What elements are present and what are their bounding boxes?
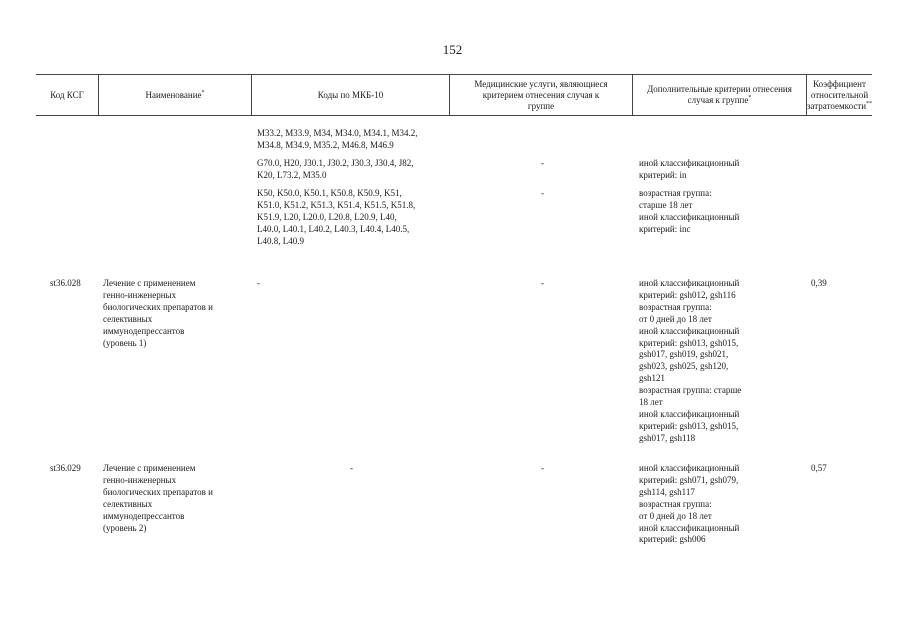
ksg-name-cell: Лечение с применением генно-инженерных биологических препаратов и селективных иммунодепрессантов (уровень 1) [103, 278, 213, 348]
header-mkb [251, 75, 449, 115]
footnote-mark: ** [866, 100, 873, 107]
mkb-codes-cell: G70.0, H20, J30.1, J30.2, J30.3, J30.4, J82, K20, L73.2, M35.0 [257, 158, 414, 180]
header-criteria [632, 75, 806, 115]
criteria-cell: иной классификационный критерий: gsh012, gsh116 возрастная группа: от 0 дней до 18 лет иной классификационный критерий: gsh013, gsh015, gsh017, gsh019, gsh021, gsh023, gsh025, gsh120, gsh121 возрастная группа: старше 18 лет иной классификационный критерий: gsh013, gsh015, gsh017, gsh118 [639, 278, 742, 443]
mkb-codes-cell: - [257, 278, 260, 288]
ksg-code-cell: st36.028 [50, 278, 81, 288]
header-name-label: Наименование* [145, 89, 205, 100]
services-cell: - [541, 278, 544, 288]
ksg-name-cell: Лечение с применением генно-инженерных биологических препаратов и селективных иммунодепрессантов (уровень 2) [103, 463, 213, 533]
footnote-mark: * [201, 89, 205, 96]
header-code [36, 75, 98, 115]
coefficient-cell: 0,57 [811, 463, 827, 473]
services-cell: - [541, 158, 544, 168]
coefficient-cell: 0,39 [811, 278, 827, 288]
header-mkb-label: Коды по МКБ-10 [317, 89, 384, 100]
mkb-codes-cell: M33.2, M33.9, M34, M34.0, M34.1, M34.2, M34.8, M34.9, M35.2, M46.8, M46.9 [257, 128, 418, 150]
table-header [36, 74, 872, 116]
criteria-cell: иной классификационный критерий: gsh071, gsh079, gsh114, gsh117 возрастная группа: от 0 дней до 18 лет иной классификационный критерий: gsh006 [639, 463, 740, 545]
services-cell: - [541, 463, 544, 473]
mkb-codes-cell: - [350, 463, 353, 473]
footnote-mark: * [748, 95, 752, 101]
criteria-cell: возрастная группа: старше 18 лет иной классификационный критерий: inc [639, 188, 740, 234]
header-coef-label: Коэффициент относительной затратоемкости** [806, 78, 873, 111]
services-cell: - [541, 188, 544, 198]
ksg-code-cell: st36.029 [50, 463, 81, 473]
header-criteria-label: Дополнительные критерии отнесения случая к группе* [647, 84, 792, 105]
page-number: 152 [442, 42, 463, 57]
header-code-label: Код КСГ [50, 89, 84, 100]
header-services-label: Медицинские услуги, являющиеся критерием отнесения случая к группе [474, 78, 608, 111]
header-name [98, 75, 251, 115]
header-services [449, 75, 632, 115]
criteria-cell: иной классификационный критерий: in [639, 158, 740, 180]
mkb-codes-cell: K50, K50.0, K50.1, K50.8, K50.9, K51, K51.0, K51.2, K51.3, K51.4, K51.5, K51.8, K51.9, L20, L20.0, L20.8, L20.9, L40, L40.0, L40.1, L40.2, L40.3, L40.4, L40.5, L40.8, L40.9 [257, 188, 416, 246]
header-coef [806, 75, 872, 115]
